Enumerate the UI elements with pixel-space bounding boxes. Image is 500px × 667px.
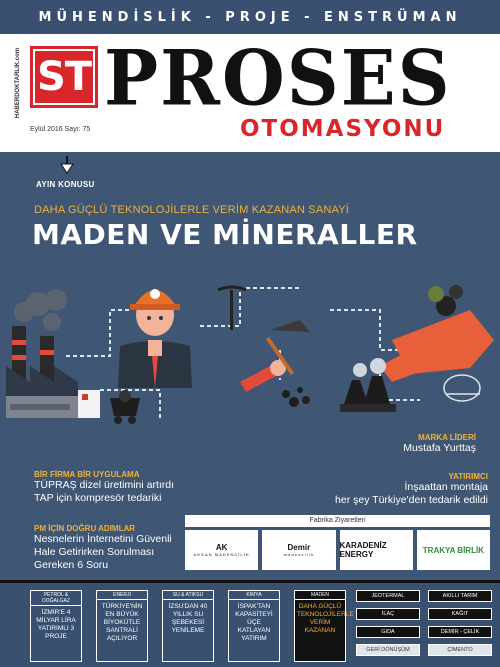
block-line: TÜPRAŞ dizel üretimini artırdı	[34, 479, 175, 491]
block-line: Hale Getirirken Sorulması	[34, 546, 155, 558]
magazine-title: PROSES	[104, 32, 452, 123]
pickaxe-icon	[218, 287, 246, 330]
side-text: HABERDOKTARLIK.com	[15, 47, 21, 119]
logo-trakya: TRAKYA BİRLİK	[417, 530, 490, 570]
tag: JEOTERMAL	[356, 590, 420, 602]
hammer-icon	[240, 320, 310, 392]
left-block-1	[34, 470, 174, 505]
mine-cart-icon	[110, 390, 140, 424]
block-line: Mustafa Yurttaş	[403, 442, 476, 454]
bottom-card: KİMYA İSPAK'TAN KAPASİTEYİ ÜÇE KATLAYAN YATIRIM	[228, 590, 280, 662]
block-label: BİR FİRMA BİR UYGULAMA	[34, 470, 140, 479]
bottom-strip	[0, 580, 500, 667]
masthead	[0, 34, 500, 152]
logo-aksan: AK AKSAN MADENCİLİK	[185, 530, 258, 570]
factory-visits-label: Fabrika Ziyaretleri	[185, 515, 490, 527]
tagline: MÜHENDİSLİK - PROJE - ENSTRÜMAN	[38, 9, 462, 25]
mining-illustration	[0, 270, 500, 450]
factory-icon	[6, 289, 100, 418]
block-label: PM İÇİN DOĞRU ADIMLAR	[34, 524, 136, 533]
glove-icon	[380, 285, 494, 382]
factory-logos	[185, 530, 490, 570]
tag-column-2	[428, 590, 492, 662]
bottom-card-featured: MADEN DAHA GÜÇLÜ TEKNOLOJİLERLE VERİM KAZANAN	[294, 590, 346, 662]
block-line: TAP için kompresör tedariki	[34, 492, 162, 504]
cover-subhead: DAHA GÜÇLÜ TEKNOLOJİLERLE VERİM KAZANAN SANAYİ	[34, 204, 350, 216]
tag: GIDA	[356, 626, 420, 638]
helmet-icon	[444, 375, 480, 401]
right-block-2	[335, 472, 488, 507]
logo-karadeniz: KARADENİZ ENERGY	[340, 530, 413, 570]
tag: GERİ DÖNÜŞÜM	[356, 644, 420, 656]
right-block-1	[403, 433, 476, 455]
section-label: AYIN KONUSU	[36, 180, 95, 189]
st-logo: ST	[30, 46, 98, 108]
block-label: MARKA LİDERİ	[418, 433, 476, 442]
tagline-band	[0, 0, 500, 34]
tag-column-1	[356, 590, 420, 662]
block-line: Gereken 6 Soru	[34, 559, 109, 571]
left-block-2	[34, 524, 172, 572]
miner-figure	[118, 289, 192, 388]
tag: İLAÇ	[356, 608, 420, 620]
issue-info: Eylül 2016 Sayı: 75	[30, 126, 91, 133]
block-label: YATIRIMCI	[448, 472, 488, 481]
tag: DEMİR - ÇELİK	[428, 626, 492, 638]
bottom-card: PETROL & DOĞALGAZ İZMİR'E 4 MİLYAR LİRA YATIRIMLI 3 PROJE	[30, 590, 82, 662]
block-line: Nesnelerin İnternetini Güvenli	[34, 533, 172, 545]
bottom-card: ENERJİ TÜRKİYE'NİN EN BÜYÜK BİYOKÜTLE SANTRALİ AÇILIYOR	[96, 590, 148, 662]
magazine-subtitle: OTOMASYONU	[240, 116, 446, 142]
down-arrow-icon	[60, 156, 74, 174]
cover-headline: MADEN VE MİNERALLER	[32, 218, 418, 251]
tag: AKILLI TARIM	[428, 590, 492, 602]
tag: ÇİMENTO	[428, 644, 492, 656]
bottom-card: SU & ATIKSU İZSU'DAN 40 YILLIK SU ŞEBEKESİ YENİLEME	[162, 590, 214, 662]
block-line: her şey Türkiye'den tedarik edildi	[335, 494, 488, 506]
logo-demir: Demir madencilik	[262, 530, 335, 570]
tag: KAĞIT	[428, 608, 492, 620]
block-line: İnşaattan montaja	[404, 481, 488, 493]
